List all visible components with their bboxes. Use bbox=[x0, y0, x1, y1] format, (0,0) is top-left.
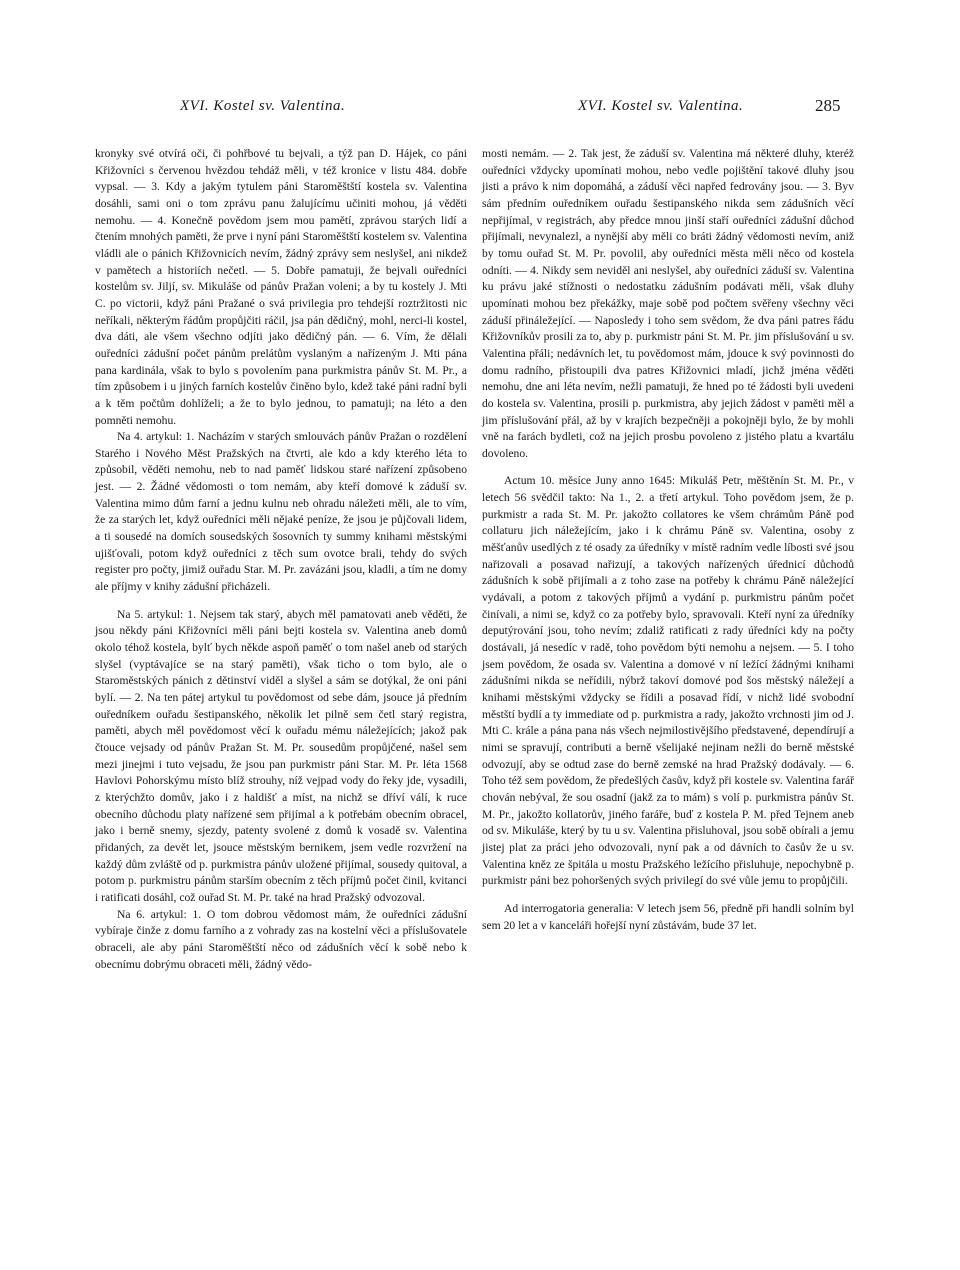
paragraph: Actum 10. měsíce Juny anno 1645: Mikuláš Petr, měštěnín St. M. Pr., v letech 56 svědčil takto: Na 1., 2. a třetí artykul. Toho povědom jsem, že p. purkmistr a rada St. M. Pr. jakožto collatores ke všem chrámům Páně pod collaturu jich náležejícím, jako i k chrámu Páně sv. Valentina, osoby z měšťanův usedlých z té osady za úředníky v místě radním vedle líbosti své jsou nařizovali a posavad nařizují, a takových nařízených úřednicí důchodů zádušních k sobě přijímali a z toho zase na potřeby k chrámu Páně náležející vydávali, a potom z takových příjmů a vydání p. purkmistru pánům počet činívali, a nimi se, když co za potřeby bylo, spravovali. Kteří nyní za úředníky deputýrování jsou, toho nevím; zdaliž ratificati z rady úředníci kdy na počty dostávali, já nesedíc v radě, toho povědom býti nemohu a nejsem. — 5. I toho jsem povědom, že osada sv. Valentina a domové v ní ležící žádnými knihami zádušními nikda se neřídili, nýbrž takoví domové pod šos městský náležejí a knihami městskými vždycky se řídili a posavad řídí, v nichž lidé svobodní městští bydlí a ty immediate od p. purkmistra a rady, jakožto vrchnosti jim od J. Mti C. krále a pána pana nás všech nejmilostivějšího představené, dependírují a nimi se spravují, contributi a berně všelijaké nejinam nežli do berně městské odvozují, aby se odtud zase do berně zemské na hrad Pražský dodávaly. — 6. Toho též sem povědom, že předešlých časův, když při kostele sv. Valentina farář chován nebýval, že sou osadní (jakž za to mám) s volí p. purkmistra pánův St. M. Pr., jakožto kollatorův, jiného faráře, buď z kostela P. M. před Tejnem aneb od sv. Mikuláše, který by tu u sv. Valentina přisluhoval, jsou sobě obírali a jemu jistej plat za práci jeho odvozovali, nyní pak a od dávních to časův že u sv. Valentina kněz ze špitála u mostu Pražského ležícího přisluhuje, nepochybně p. purkmistr páni bez pohoršených svých privilegí do své vůle jemu to propůjčili. bbox=[482, 474, 854, 888]
running-header-left: XVI. Kostel sv. Valentina. bbox=[180, 98, 346, 114]
paragraph: Ad interrogatoria generalia: V letech jsem 56, předně při handli solním byl sem 20 let a v kanceláři hořejší nyní zůstávám, bude 37 let. bbox=[482, 901, 854, 932]
paragraph: mosti nemám. — 2. Tak jest, že záduší sv. Valentina má některé dluhy, kteréž ouředníci vždycky upomínati mohou, nebo vedle pojištění takové dluhy jsou jisti a právo k nim dopomáhá, a záduší věci napřed fedrovány jsou. — 3. Byv sám předním ouředníkem ouřadu šestipanského nikda sem zádušních věcí nepřijímal, v registrách, aby předce mnou jinší staří ouředníci zádušní důchod přijímali, nevynalezl, a nynější aby měli co bráti žádný vědomosti nevím, aniž by tomu ouřad St. M. Pr. povolil, aby ouředníci města měli něco od kostela odníti. — 4. Nikdy sem neviděl ani neslyšel, aby ouředníci záduší sv. Valentina ku právu jaké stížnosti o nedostatku zádušním podávati měli, však dluhy upomínati mohou bez překážky, maje sobě pod počtem svěřeny všechny věci záduší přináležející. — Naposledy i toho sem svědom, že dva páni patres řádu Křižovníkův prosili za to, aby p. purkmistr páni St. M. Pr. jim příslušování u sv. Valentina přáli; nedávních let, tu povědomost mám, jdouce k svý povinnosti do domu radního, přistoupili dva patres Křižovnici mladí, jichž jména věděti nemohu, dne ani léta nevím, nežli pamatuji, že hned po té žádosti byli uvedeni do kostela sv. Valentina, prosili p. purkmistra, aby jejich žádost v paměti měl a jim příslušování přál, až by v krajích bezpečněji a pokojněji bylo, že by mohli vně na farách bydleti, což na jejich prosbu povoleno z jistého platu a kvartálu dovoleno. bbox=[482, 147, 854, 460]
left-column bbox=[95, 146, 467, 973]
running-header-right: XVI. Kostel sv. Valentina. bbox=[578, 98, 744, 114]
paragraph: Na 6. artykul: 1. O tom dobrou vědomost mám, že ouředníci zádušní vybíraje činže z domu farního a z vohrady zas na kostelní věci a příslušovatele obraceli, ale aby páni Staroměštští něco od zádušních věcí k sobě nebo k obecnímu dobrýmu obraceti měli, žádný vědo- bbox=[95, 907, 467, 971]
right-column bbox=[482, 146, 854, 934]
paragraph: Na 5. artykul: 1. Nejsem tak starý, abych měl pamatovati aneb věděti, že jsou někdy páni Křižovníci měli páni bejti kostela sv. Valentina aneb domů okolo téhož kostela, bylť bych někde aspoň paměť o tom našel aneb od starých slyšel (vyptávajíce se na starý paměti), však ticho o tom bylo, ale o Staroměstských pánich z dětinství viděl a slyšel a sám se dotýkal, že oni páni bylí. — 2. Na ten pátej artykul tu povědomost od sebe dám, jsouce já předním ouředníkem ouřadu šestipanského, několik let pilně sem četl starý registra, paměti, abych měl povědomost věcí k ouřadu mému náležejících; jakož pak čtouce vejsady od pánův Pražan St. M. Pr. sousedům propůjčené, našel sem mezi jinejmi i tuto vejsadu, že jsou pan purkmistr páni Star. M. Pr. léta 1568 Havlovi Pohorskýmu místo blíž strouhy, níž vejpad vody do řeky jde, vysadili, z kterýchžto domův, jako i z haldišť a míst, na nichž se dříví válí, k ruce obecního důchodu platy nařízené sem přijímal a k potřebám obecním obracel, jako i berně snemy, sjezdy, patenty svolené z domů k vosadě sv. Valentina přidaných, za devět let, jsouce městským bernikem, jsem vedle rozvržení na každý dům zvláště od p. purkmistra pánův uložené přijímal, sousedy quitoval, a potom p. purkmistru pánům starším obecním z těch příjmů počet činil, kvitanci i ratificati dosáhl, což ouřad St. M. Pr. také na hrad Pražský odvozoval. bbox=[95, 607, 467, 904]
page-number: 285 bbox=[815, 96, 841, 115]
paragraph: kronyky své otvírá oči, či pohřbové tu bejvali, a týž pan D. Hájek, co páni Křižovníci s červenou hvězdou tehdáž měli, v též kronice v listu 484. dobře vypsal. — 3. Kdy a jakým tytulem páni Staroměštští kostela sv. Valentina dosáhli, sami oni o tom zprávu panu žalujícímu učiniti mohou, já věděti nemohu. — 4. Konečně povědom jsem mou pamětí, zprávou starých lidí a čtením mnohých paměti, že prve i nyní páni Staroměštští kostelem sv. Valentina vládli ale o pánich Křižovnicích nevím, žádný zprávy sem neslyšel, ani nikdež v pamětech a historiích nečetl. — 5. Dobře pamatuji, že bejvali ouředníci kostelům sv. Jiljí, sv. Mikuláše od pánův Pražan voleni; a by tu kostely J. Mti C. po victorii, když páni Pražané o svá privilegia pro tehdejší roztržitosti nic neříkali, některým řádům propůjčiti ráčil, jsa pán dědičný, mohl, nerci-li kostel, dva dáti, ale všem všechno odjíti jako dědičný pán. — 6. Vím, že dělali ouředníci zádušní počet pánům prelátům vyslaným a nařízeným J. Mti pána pana kardinála, však to bylo s povolením pana purkmistra pánův St. M. Pr., a tím způsobem i u jiných farních kostelův činěno bylo, kdež také páni radní byli a k těm počtům dohlíželi; a že to bylo jednou, to pamatuji; na léto a den pomněti nemohu. bbox=[95, 147, 467, 427]
paragraph: Na 4. artykul: 1. Nacházím v starých smlouvách pánův Pražan o rozdělení Starého i Nového Měst Pražských na čtvrti, ale kdo a kdy kterého léta to způsobil, věděti nemohu, neb to nad paměť lidskou staré nařízení způsobeno jest. — 2. Žádné vědomosti o tom nemám, aby kteří domové k záduší sv. Valentina mimo dům farní a jednu kulnu neb ohradu náležeti měli, ale to vím, že za starých let, když ouředníci měli nějaké peníze, že jsou je půjčovali lidem, a ti sousedé na domích sousedských šosovních ty summy knihami městskými ujišťovali, potom když ouředníci z těch sum ovotce brali, tehdy do svých register pro počty, jimiž ouřadu Star. M. Pr. zavázáni jsou, kladli, a tím ne domy ale příjmy v knihy zádušní přicházeli. bbox=[95, 430, 467, 594]
